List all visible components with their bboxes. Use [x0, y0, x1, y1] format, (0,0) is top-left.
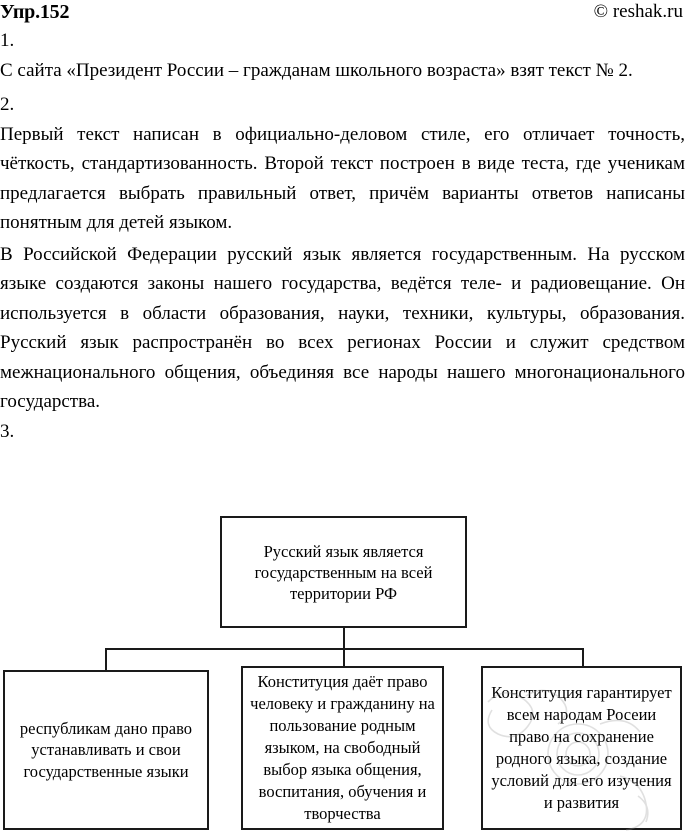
connector-root-stem: [343, 628, 345, 650]
section-2-paragraph-1: Первый текст написан в официально-деловом стиле, его отличает точность, чёткость, стандартизованность. Второй текст построен в виде теста, где ученикам предлагается выбрать правильный ответ, причём варианты ответов написаны понятным для детей языком.: [0, 123, 685, 233]
page-header: [0, 0, 685, 26]
diagram-node-child-2: [241, 666, 444, 830]
answer-body: [0, 26, 685, 447]
connector-drop-right: [582, 648, 584, 666]
diagram-node-child-2-label: Конституция даёт право человеку и гражданину на пользование родным языком, на свободный выбор языка общения, воспитания, обучения и творчества: [250, 672, 435, 823]
diagram-node-child-3: [481, 666, 682, 830]
diagram-node-child-1: [3, 670, 209, 830]
section-2-number: 2.: [0, 93, 15, 115]
diagram-node-child-1-label: республикам дано право устанавливать и свои государственные языки: [19, 718, 193, 781]
connector-drop-middle: [343, 648, 345, 666]
section-3-number: 3.: [0, 420, 15, 442]
page-title: Упр.152: [0, 1, 70, 23]
connector-drop-left: [105, 648, 107, 670]
diagram-node-root-label: Русский язык является государственным на всей территории РФ: [254, 541, 433, 603]
diagram-node-root: [220, 516, 467, 628]
section-2-paragraph-2: В Российской Федерации русский язык является государственным. На русском языке создаются законы нашего государства, ведётся теле- и радиовещание. Он используется в области образования, науки, техники, культуры, образования. Русский язык распространён во всех регионах России и служит средством межнационального общения, объединяя все народы нашего многонационального государства.: [0, 243, 685, 412]
section-1-number: 1.: [0, 30, 15, 51]
diagram-node-child-3-label: Конституция гарантирует всем народам Росеии право на сохранение родного языка, создание условий для его изучения и развития: [491, 683, 672, 812]
hierarchy-diagram: [0, 500, 685, 832]
section-1-text: С сайта «Президент России – гражданам школьного возраста» взят текст № 2.: [0, 60, 633, 81]
site-credit: © reshak.ru: [593, 1, 683, 22]
